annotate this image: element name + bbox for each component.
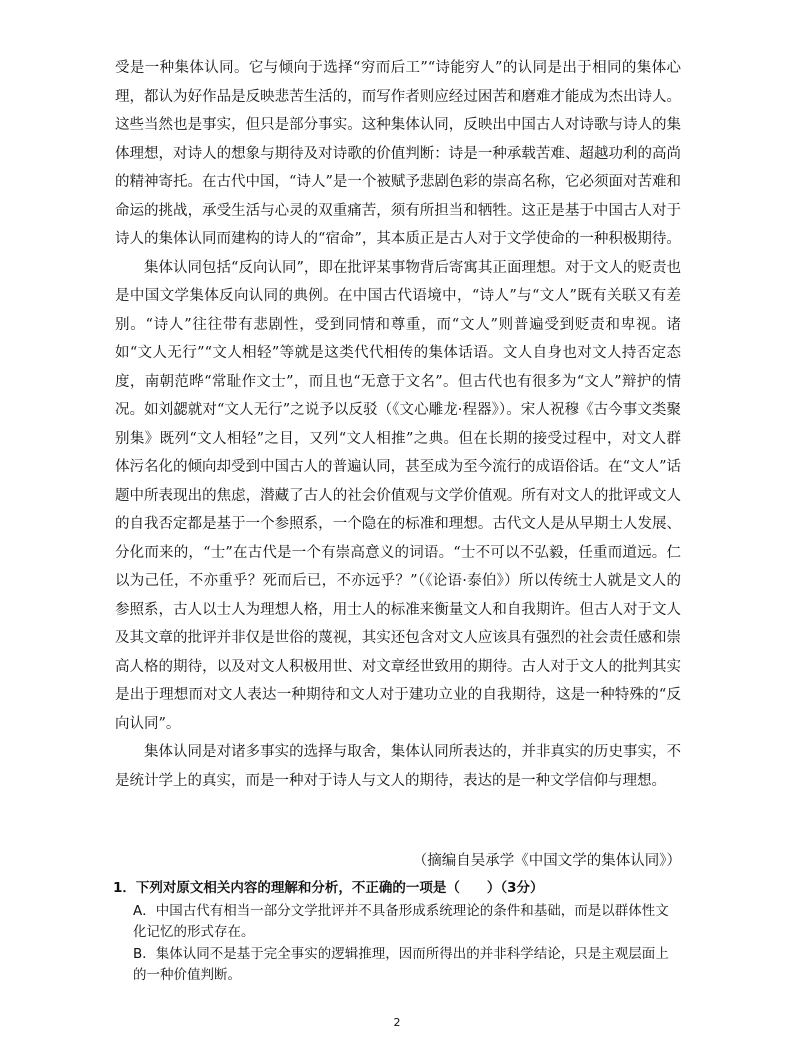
option-b: B．集体认同不是基于完全事实的逻辑推理，因而所得出的并非科学结论，只是主观层面上的一种价值判断。 [133, 946, 669, 983]
option-a: A．中国古代有相当一部分文学批评并不具备形成系统理论的条件和基础，而是以群体性文化记忆的形式存在。 [133, 903, 669, 940]
question-stem: 1．下列对原文相关内容的理解和分析，不正确的一项是（ ）（3分） [113, 880, 544, 896]
article-source: （摘编自吴承学《中国文学的集体认同》） [412, 853, 681, 869]
page-number: 2 [393, 1016, 401, 1029]
question-1 [113, 878, 681, 987]
article-paragraph-2: 集体认同包括“反向认同”，即在批评某事物背后寄寓其正面理想。对于文人的贬责也是中国文学集体反向认同的典例。在中国古代语境中，“诗人”与“文人”既有关联又有差别。“诗人”往往带有悲剧性，受到同情和尊重，而“文人”则普遍受到贬责和卑视。诸如“文人无行”“文人相轻”等就是这类代代相传的集体话语。文人自身也对文人持否定态度，南朝范晔“常耻作文士”，而且也“无意于文名”。但古代也有很多为“文人”辩护的情况。如刘勰就对“文人无行”之说予以反驳（《文心雕龙·程器》）。宋人祝穆《古今事文类聚别集》既列“文人相轻”之目，又列“文人相推”之典。但在长期的接受过程中，对文人群体污名化的倾向却受到中国古人的普遍认同，甚至成为至今流行的成语俗话。在“文人”话题中所表现出的焦虑，潜藏了古人的社会价值观与文学价值观。所有对文人的批评或文人的自我否定都是基于一个参照系，一个隐在的标准和理想。古代文人是从早期士人发展、分化而来的，“士”在古代是一个有崇高意义的词语。“士不可以不弘毅，任重而道远。仁以为己任，不亦重乎？死而后已，不亦远乎？”（《论语·泰伯》）所以传统士人就是文人的参照系，古人以士人为理想人格，用士人的标准来衡量文人和自我期许。但古人对于文人及其文章的批评并非仅是世俗的蔑视，其实还包含对文人应该具有强烈的社会责任感和崇高人格的期待，以及对文人积极用世、对文章经世致用的期待。古人对于文人的批判其实是出于理想而对文人表达一种期待和文人对于建功立业的自我期待，这是一种特殊的“反向认同”。 [115, 259, 681, 732]
article-body [115, 54, 681, 795]
article-paragraph-3: 集体认同是对诸多事实的选择与取舍，集体认同所表达的，并非真实的历史事实，不是统计学上的真实，而是一种对于诗人与文人的期待，表达的是一种文学信仰与理想。 [115, 744, 681, 789]
article-paragraph-1: 受是一种集体认同。它与倾向于选择“穷而后工”“诗能穷人”的认同是出于相同的集体心理，都认为好作品是反映悲苦生活的，而写作者则应经过困苦和磨难才能成为杰出诗人。这些当然也是事实，但只是部分事实。这种集体认同，反映出中国古人对诗歌与诗人的集体理想，对诗人的想象与期待及对诗歌的价值判断：诗是一种承载苦难、超越功利的高尚的精神寄托。在古代中国，“诗人”是一个被赋予悲剧色彩的崇高名称，它必须面对苦难和命运的挑战，承受生活与心灵的双重痛苦，须有所担当和牺牲。这正是基于中国古人对于诗人的集体认同而建构的诗人的“宿命”，其本质正是古人对于文学使命的一种积极期待。 [115, 60, 681, 247]
